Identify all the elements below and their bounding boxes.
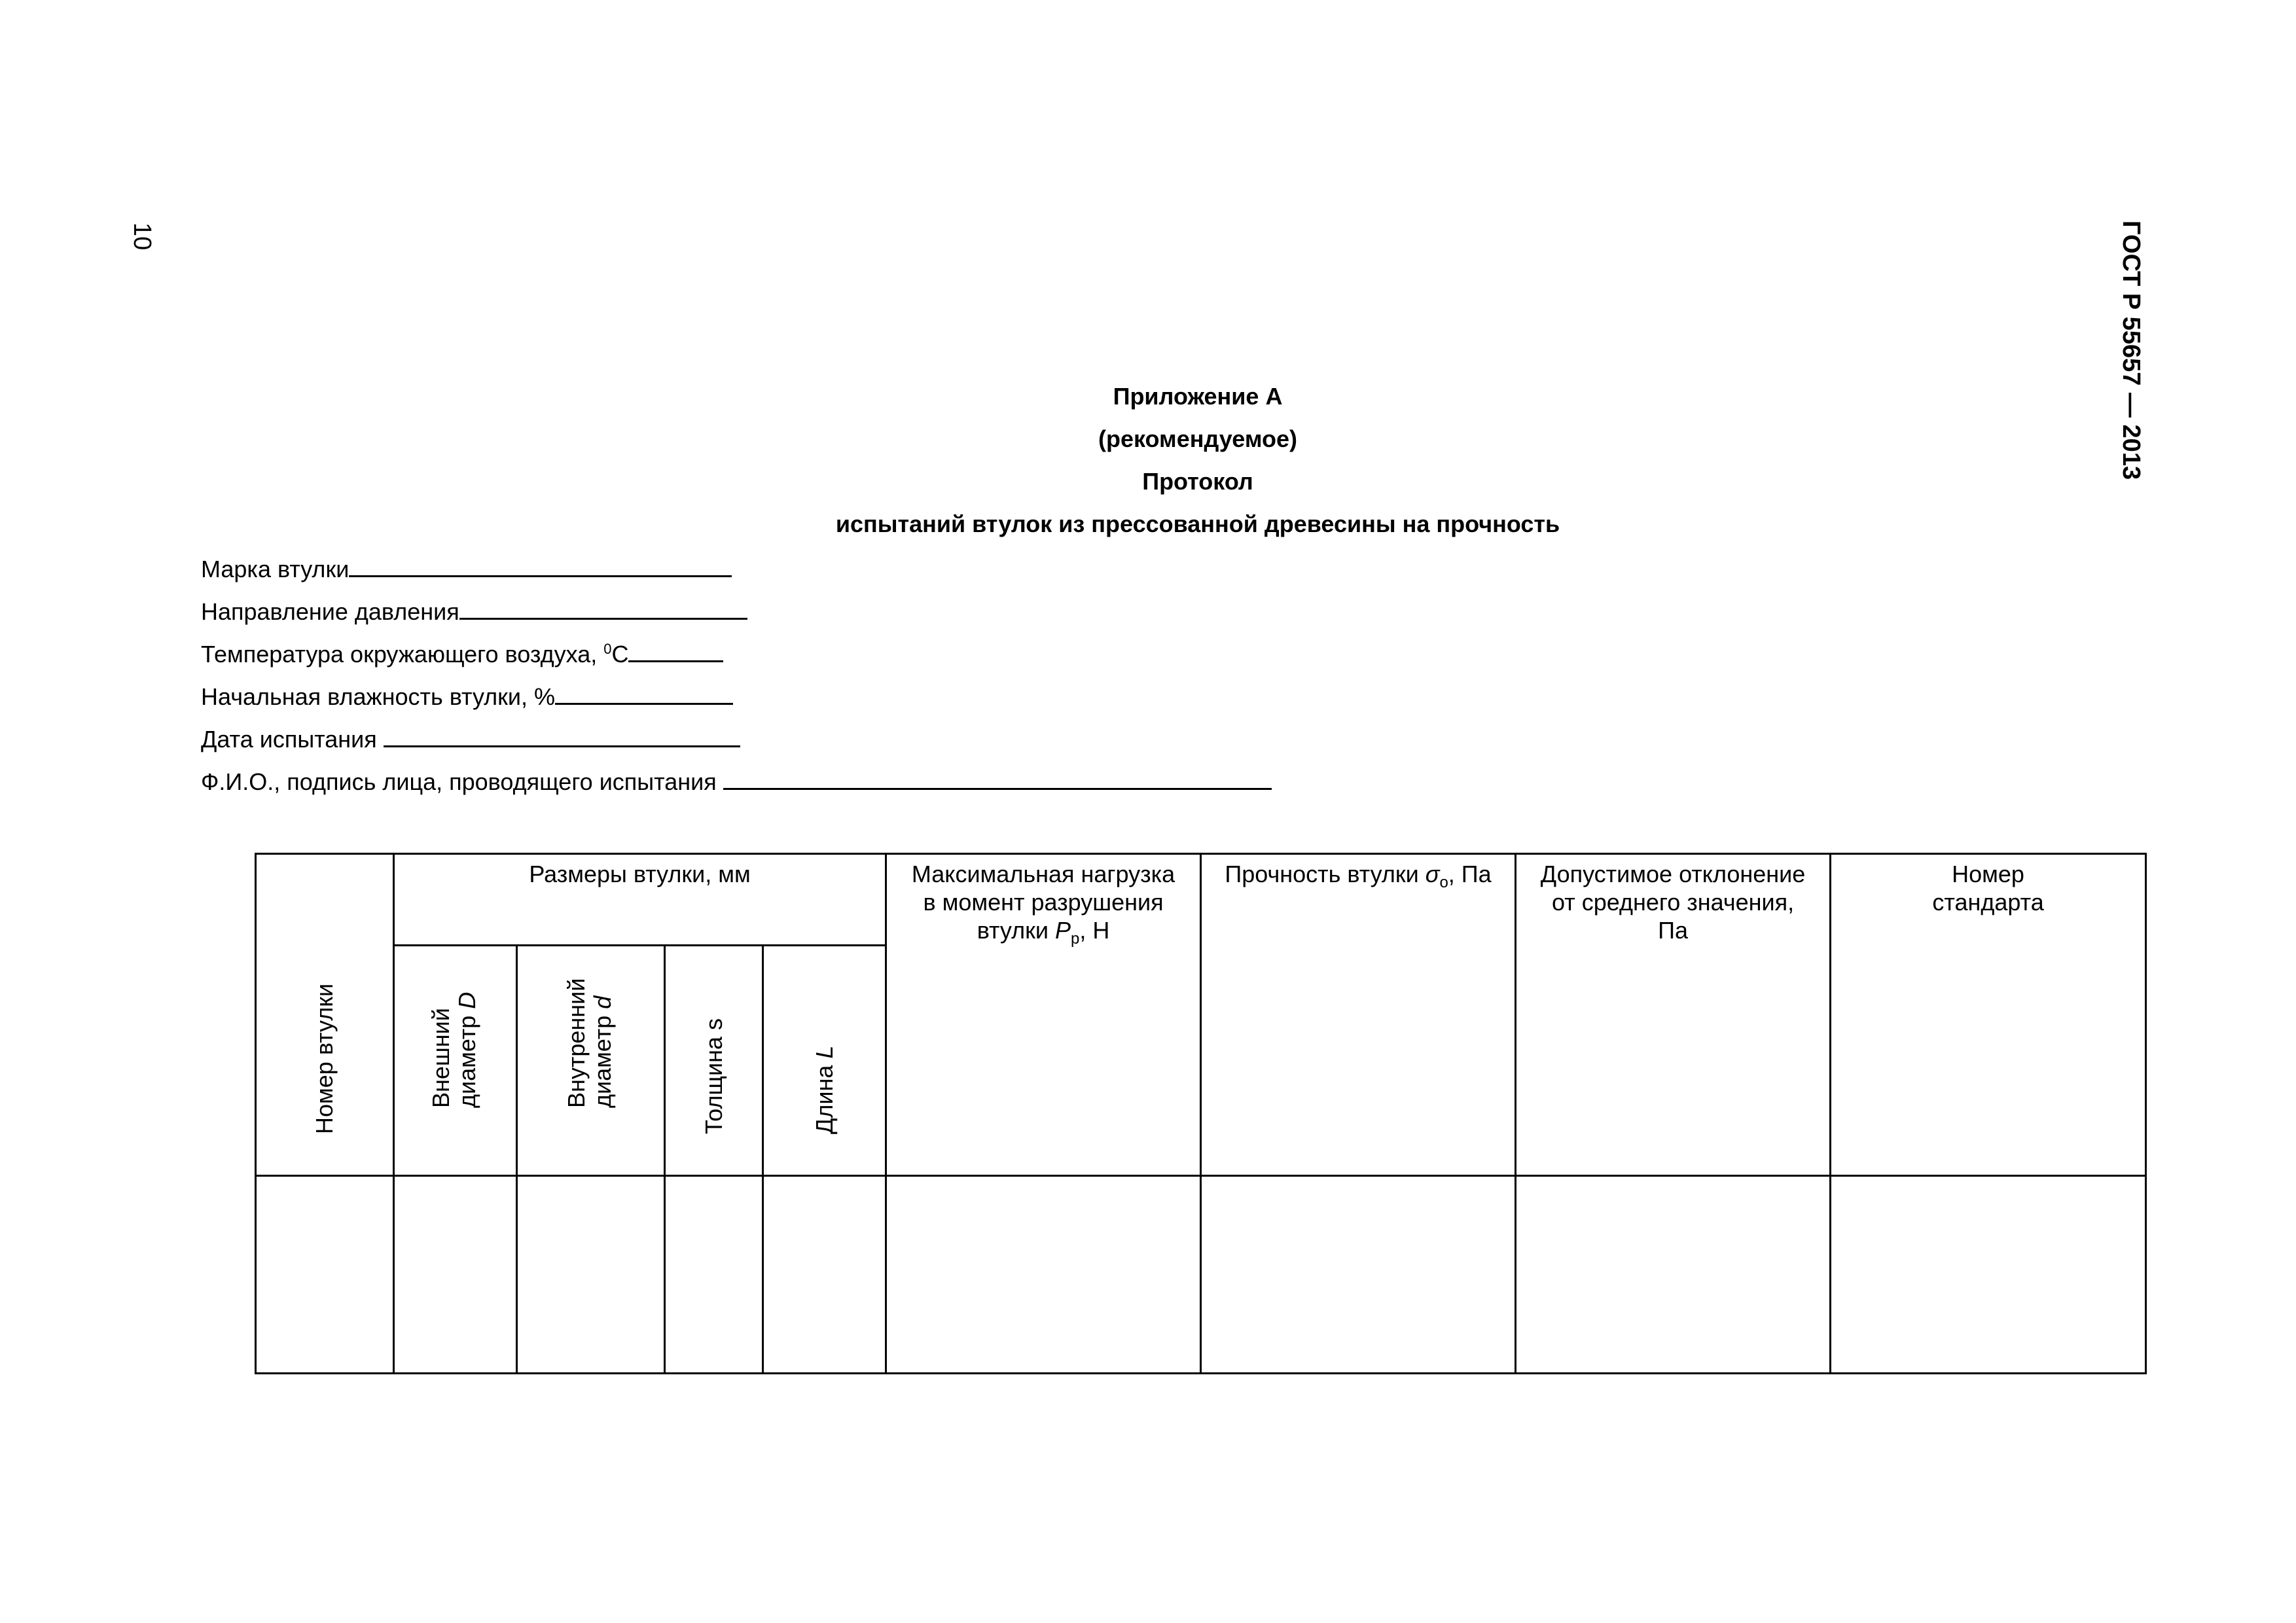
header-inner-diameter-text — [564, 978, 616, 1108]
field-moisture-label: Начальная влажность втулки, % — [201, 683, 556, 710]
appendix-title: Приложение А — [1113, 383, 1283, 410]
field-pressure-direction — [201, 597, 747, 626]
max-load-line-2: в момент разрушения — [923, 889, 1164, 916]
field-tester-label: Ф.И.О., подпись лица, проводящего испытания — [201, 768, 723, 795]
header-dimensions-text: Размеры втулки, мм — [529, 861, 751, 887]
header-sleeve-number-text: Номер втулки — [311, 983, 338, 1134]
header-length — [763, 946, 886, 1176]
field-test-date-blank[interactable] — [384, 724, 740, 747]
degree-mark: 0 — [603, 641, 612, 657]
strength-unit: , Па — [1448, 861, 1492, 887]
field-tester-blank[interactable] — [723, 767, 1272, 790]
field-temperature — [201, 639, 723, 668]
cell-sleeve-number[interactable] — [256, 1176, 394, 1374]
page-number: 10 — [128, 223, 156, 251]
header-sleeve-number — [256, 854, 394, 1176]
protocol-subtitle: испытаний втулок из прессованной древесины на прочность — [835, 510, 1560, 537]
cell-deviation[interactable] — [1516, 1176, 1831, 1374]
strength-label: Прочность втулки — [1225, 861, 1426, 887]
header-outer-diameter-text — [428, 992, 480, 1108]
cell-inner-diameter[interactable] — [517, 1176, 665, 1374]
inner-diameter-symbol: d — [588, 995, 616, 1009]
appendix-status: (рекомендуемое) — [1098, 425, 1297, 452]
header-inner-diameter — [517, 946, 665, 1176]
cell-max-load[interactable] — [886, 1176, 1201, 1374]
header-dimensions — [394, 854, 886, 946]
temperature-unit: С — [611, 641, 629, 668]
cell-outer-diameter[interactable] — [394, 1176, 517, 1374]
outer-diameter-symbol: D — [453, 991, 480, 1009]
cell-thickness[interactable] — [665, 1176, 763, 1374]
inner-diameter-line-2: диаметр — [588, 1008, 616, 1108]
field-moisture-blank[interactable] — [555, 682, 733, 705]
field-brand-blank[interactable] — [349, 554, 732, 577]
standard-number-line-1: Номер — [1952, 861, 2024, 887]
field-test-date — [201, 724, 740, 753]
strength-subscript: о — [1439, 874, 1448, 892]
field-pressure-direction-label: Направление давления — [201, 598, 459, 625]
header-standard-number-text — [1831, 855, 2145, 916]
header-standard-number — [1831, 854, 2146, 1176]
length-symbol: L — [810, 1045, 838, 1059]
length-label: Длина — [810, 1058, 838, 1134]
inner-diameter-line-1: Внутренний — [562, 978, 590, 1108]
deviation-line-3: Па — [1658, 917, 1688, 944]
field-temperature-label: Температура окружающего воздуха, — [201, 641, 604, 668]
standard-code: ГОСТ Р 55657 — 2013 — [2117, 221, 2145, 480]
strength-symbol: σ — [1425, 861, 1440, 887]
field-test-date-label: Дата испытания — [201, 726, 384, 753]
header-max-load — [886, 854, 1201, 1176]
max-load-unit: , Н — [1079, 917, 1110, 944]
table-row — [256, 1176, 2146, 1374]
max-load-symbol: P — [1055, 917, 1071, 944]
protocol-table — [255, 853, 2147, 1374]
header-strength — [1201, 854, 1516, 1176]
header-length-text — [812, 1046, 838, 1134]
header-outer-diameter — [394, 946, 517, 1176]
protocol-title: Протокол — [1142, 468, 1253, 495]
header-deviation — [1516, 854, 1831, 1176]
field-temperature-blank[interactable] — [628, 639, 723, 662]
cell-strength[interactable] — [1201, 1176, 1516, 1374]
header-strength-text — [1202, 855, 1515, 897]
field-brand — [201, 554, 732, 583]
max-load-line-1: Максимальная нагрузка — [911, 861, 1175, 887]
field-brand-label: Марка втулки — [201, 556, 350, 582]
header-thickness — [665, 946, 763, 1176]
standard-number-line-2: стандарта — [1932, 889, 2044, 916]
header-max-load-text — [887, 855, 1200, 953]
field-pressure-direction-blank[interactable] — [459, 597, 747, 620]
header-thickness-text: Толщина s — [700, 1018, 727, 1134]
max-load-subscript: р — [1071, 930, 1080, 948]
max-load-line-3: втулки — [977, 917, 1055, 944]
outer-diameter-line-2: диаметр — [453, 1008, 480, 1108]
deviation-line-2: от среднего значения, — [1551, 889, 1795, 916]
field-tester — [201, 767, 1272, 796]
header-deviation-text — [1516, 855, 1829, 944]
cell-standard-number[interactable] — [1831, 1176, 2146, 1374]
deviation-line-1: Допустимое отклонение — [1540, 861, 1806, 887]
field-moisture — [201, 682, 733, 711]
outer-diameter-line-1: Внешний — [427, 1008, 454, 1108]
cell-length[interactable] — [763, 1176, 886, 1374]
